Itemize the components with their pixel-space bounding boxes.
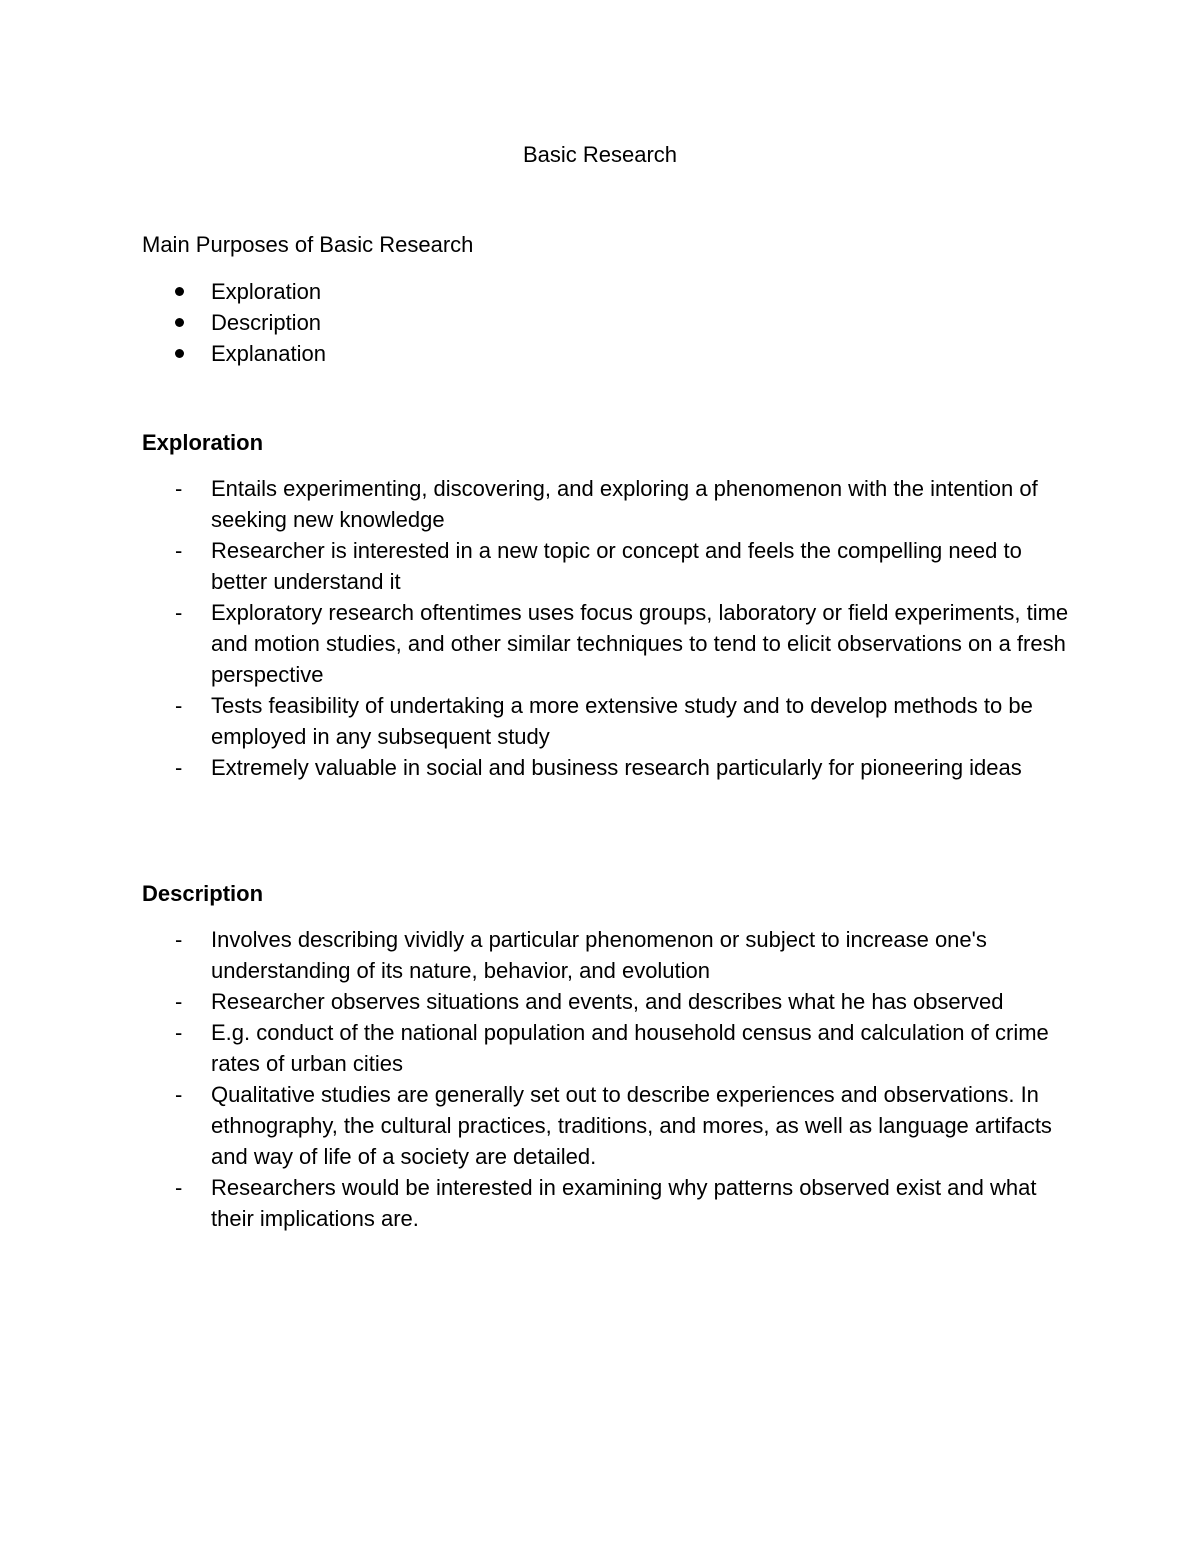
list-item xyxy=(142,597,1072,690)
list-item-text: Researcher observes situations and events, and describes what he has observed xyxy=(211,989,1004,1014)
purpose-item xyxy=(142,307,326,338)
dash-marker: - xyxy=(175,1082,183,1107)
dash-marker: - xyxy=(175,927,183,952)
dash-marker: - xyxy=(175,989,183,1014)
purpose-item xyxy=(142,276,326,307)
list-item xyxy=(142,1017,1072,1079)
bullet-icon xyxy=(175,287,184,296)
list-item xyxy=(142,986,1072,1017)
purpose-label: Description xyxy=(211,310,322,335)
dash-marker: - xyxy=(175,538,183,563)
dash-marker: - xyxy=(175,600,183,625)
bullet-icon xyxy=(175,318,184,327)
purposes-heading: Main Purposes of Basic Research xyxy=(142,232,474,257)
list-item-text: Tests feasibility of undertaking a more extensive study and to develop methods to be employed in any subsequent study xyxy=(211,693,1033,749)
description-list xyxy=(142,924,1072,1234)
document-title: Basic Research xyxy=(522,142,678,167)
list-item-text: Involves describing vividly a particular phenomenon or subject to increase one's understanding of its nature, behavior, and evolution xyxy=(211,927,987,983)
list-item xyxy=(142,1079,1072,1172)
exploration-list xyxy=(142,473,1072,783)
list-item-text: Exploratory research oftentimes uses focus groups, laboratory or field experiments, time and motion studies, and other similar techniques to tend to elicit observations on a fresh perspective xyxy=(211,600,1069,687)
purpose-label: Explanation xyxy=(211,341,326,366)
bullet-icon xyxy=(175,349,184,358)
list-item xyxy=(142,752,1072,783)
list-item-text: E.g. conduct of the national population and household census and calculation of crime rates of urban cities xyxy=(211,1020,1049,1076)
dash-marker: - xyxy=(175,1175,183,1200)
dash-marker: - xyxy=(175,1020,183,1045)
list-item xyxy=(142,690,1072,752)
dash-marker: - xyxy=(175,693,183,718)
list-item-text: Extremely valuable in social and business research particularly for pioneering ideas xyxy=(211,755,1022,780)
list-item-text: Researchers would be interested in examining why patterns observed exist and what their implications are. xyxy=(211,1175,1037,1231)
list-item-text: Qualitative studies are generally set out to describe experiences and observations. In ethnography, the cultural practices, traditions, and mores, as well as language artifacts and way of life of a society are detailed. xyxy=(211,1082,1052,1169)
purpose-label: Exploration xyxy=(211,279,322,304)
description-heading: Description xyxy=(142,881,264,906)
exploration-heading: Exploration xyxy=(142,430,264,455)
list-item xyxy=(142,535,1072,597)
list-item xyxy=(142,924,1072,986)
purposes-list xyxy=(142,276,326,369)
list-item-text: Researcher is interested in a new topic or concept and feels the compelling need to better understand it xyxy=(211,538,1022,594)
dash-marker: - xyxy=(175,476,183,501)
dash-marker: - xyxy=(175,755,183,780)
list-item xyxy=(142,1172,1072,1234)
list-item-text: Entails experimenting, discovering, and exploring a phenomenon with the intention of seeking new knowledge xyxy=(211,476,1038,532)
list-item xyxy=(142,473,1072,535)
purpose-item xyxy=(142,338,326,369)
